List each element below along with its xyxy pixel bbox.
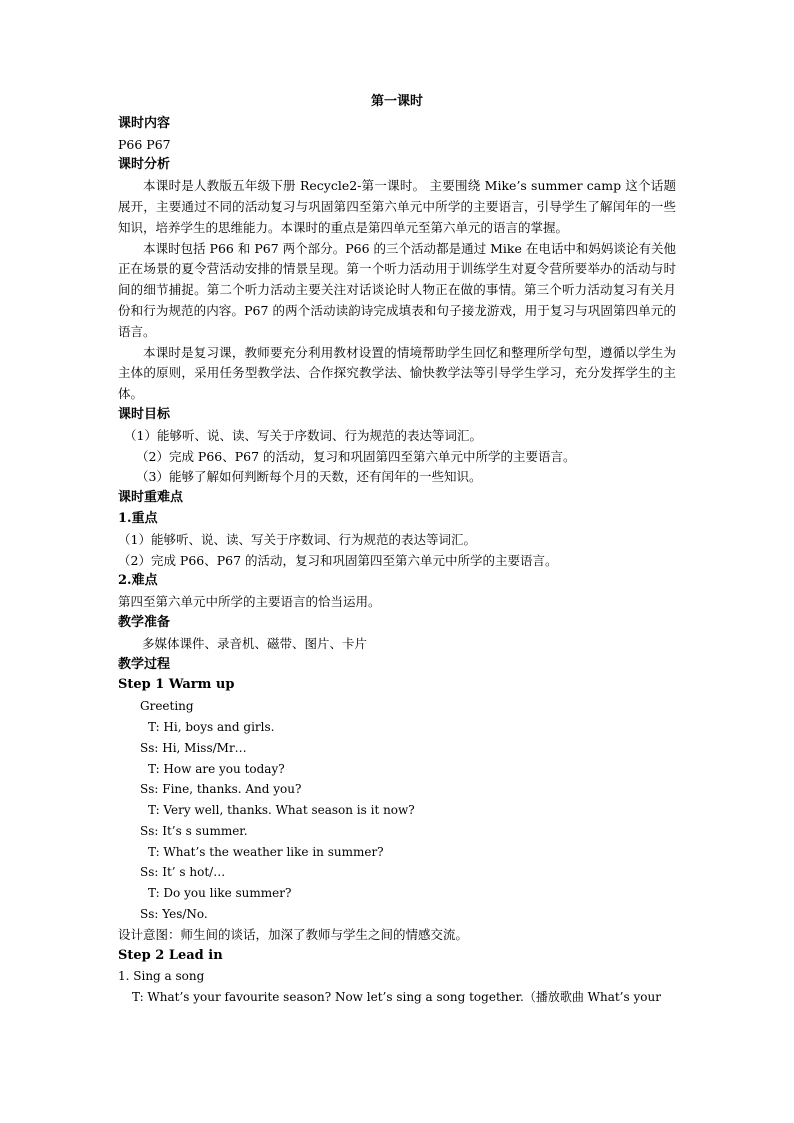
dialog-line: Ss: Fine, thanks. And you?: [140, 782, 302, 797]
dialog-line: Ss: Yes/No.: [140, 907, 208, 922]
dialog-line: Ss: It’s s summer.: [140, 823, 248, 838]
goals-heading: 课时目标: [118, 406, 171, 422]
goal-item-3: （3）能够了解如何判断每个月的天数，还有闰年的一些知识。: [136, 469, 482, 485]
dialog-line: T: What’s the weather like in summer?: [148, 844, 384, 859]
dialog-line: T: Do you like summer?: [148, 886, 292, 901]
page-title: 第一课时: [370, 94, 423, 109]
document-page: [118, 92, 676, 1008]
keypoints-heading: 课时重难点: [118, 490, 184, 506]
analysis-paragraph-1: 本课时是人教版五年级下册 Recycle2-第一课时。 主要围绕 Mike’s summer camp 这个话题展开，主要通过不同的活动复习与巩固第四至第六单元中所学的主要语言，引导学生了解闰年的一些知识，培养学生的思维能力。本课时的重点是第四单元至第六单元的语言的掌握。: [118, 178, 676, 235]
dialog-line: T: Very well, thanks. What season is it now?: [148, 803, 415, 818]
greeting-label: Greeting: [140, 699, 194, 714]
difficulty-heading: 2.难点: [118, 573, 158, 589]
analysis-heading: 课时分析: [118, 157, 171, 173]
design-note: 设计意图：师生间的谈话，加深了教师与学生之间的情感交流。: [118, 926, 469, 942]
dialog-line: Ss: Hi, Miss/Mr…: [140, 740, 247, 755]
process-heading: 教学过程: [118, 656, 171, 672]
focus-heading: 1.重点: [118, 510, 158, 526]
dialog-line: T: How are you today?: [148, 761, 285, 776]
content-pages: P66 P67: [118, 136, 171, 152]
goal-item-2: （2）完成 P66、P67 的活动，复习和巩固第四至第六单元中所学的主要语言。: [136, 448, 576, 464]
dialog-line: T: Hi, boys and girls.: [148, 719, 275, 734]
prep-heading: 教学准备: [118, 614, 171, 630]
focus-item-1: （1）能够听、说、读、写关于序数词、行为规范的表达等词汇。: [118, 531, 476, 547]
content-heading: 课时内容: [118, 115, 171, 131]
step2-heading: Step 2 Lead in: [118, 947, 223, 963]
step2-item-1: 1. Sing a song: [118, 969, 205, 984]
step1-heading: Step 1 Warm up: [118, 677, 235, 693]
goal-item-1: （1）能够听、说、读、写关于序数词、行为规范的表达等词汇。: [124, 427, 482, 443]
prep-text: 多媒体课件、录音机、磁带、图片、卡片: [142, 635, 368, 651]
focus-item-2: （2）完成 P66、P67 的活动，复习和巩固第四至第六单元中所学的主要语言。: [118, 552, 558, 568]
step2-teacher-line: T: What’s your favourite season? Now let’s sing a song together.（播放歌曲 What’s your: [132, 990, 661, 1005]
difficulty-text: 第四至第六单元中所学的主要语言的恰当运用。: [118, 594, 381, 610]
analysis-paragraph-3: 本课时是复习课，教师要充分利用教材设置的情境帮助学生回忆和整理所学句型，遵循以学生为主体的原则，采用任务型教学法、合作探究教学法、愉快教学法等引导学生学习，充分发挥学生的主体。: [118, 344, 676, 402]
dialog-line: Ss: It’ s hot/…: [140, 865, 226, 880]
analysis-paragraph-2: 本课时包括 P66 和 P67 两个部分。P66 的三个活动都是通过 Mike 在电话中和妈妈谈论有关他正在场景的夏令营活动安排的情景呈现。第一个听力活动用于训练学生对夏令营所要举办的活动与时间的细节捕捉。第二个听力活动主要关注对话谈论时人物正在做的事情。第三个听力活动复习有关月份和行为规范的内容。P67 的两个活动读韵诗完成填表和句子接龙游戏，用于复习与巩固第四单元的语言。: [118, 240, 676, 339]
